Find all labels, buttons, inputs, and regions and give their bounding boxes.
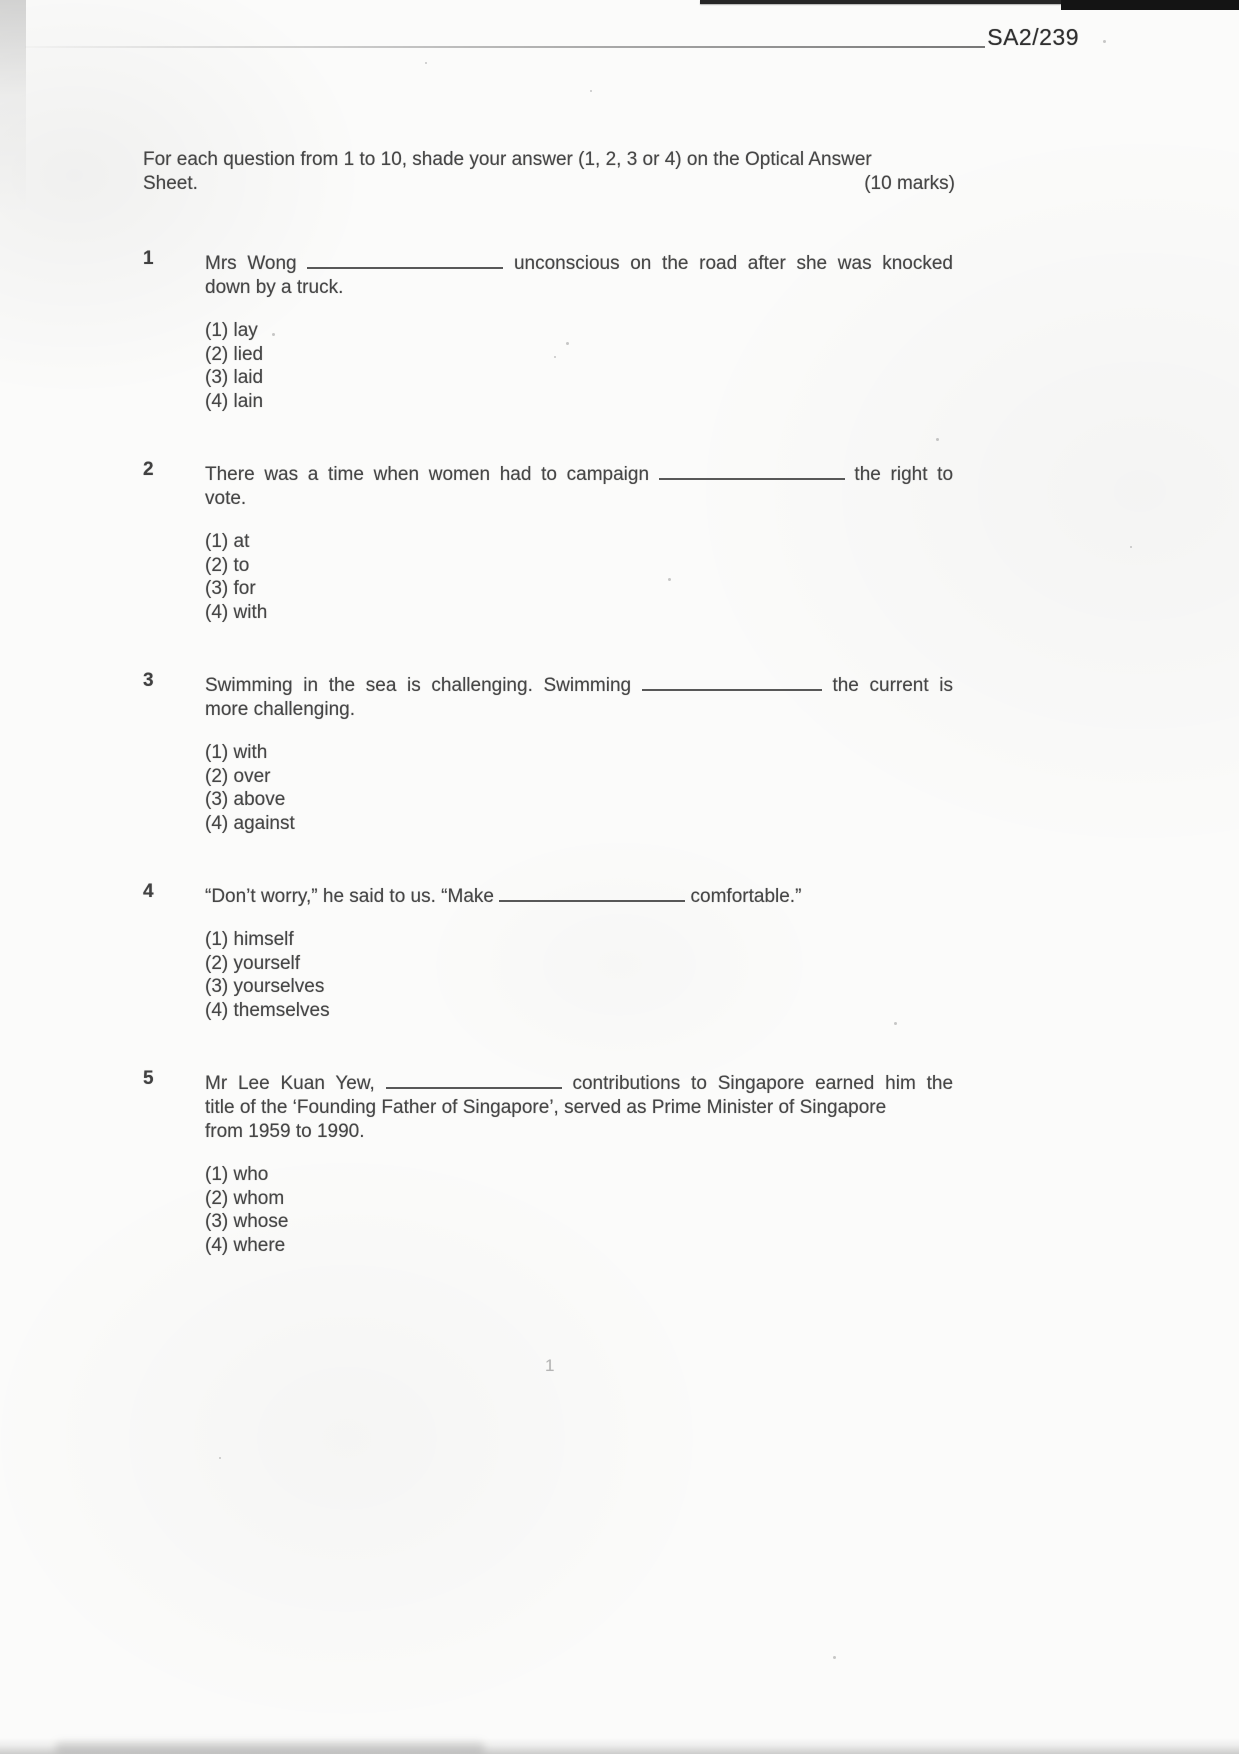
scan-speck — [425, 62, 427, 64]
option-item: (2) lied — [205, 343, 264, 365]
doc-code: SA2/239 — [987, 24, 1079, 50]
question-text-post: contributions to Singapore earned him the — [572, 1073, 954, 1094]
question-text-line — [205, 1068, 953, 1096]
option-item: (1) who — [205, 1164, 269, 1185]
question-text-pre: There was a time when women had to campaign — [205, 464, 650, 485]
option-item: (4) where — [205, 1234, 286, 1256]
question-text-line: from 1959 to 1990. — [205, 1121, 365, 1142]
question-text — [205, 670, 953, 722]
scan-speck — [566, 342, 569, 345]
question-block — [143, 248, 958, 413]
question-text-line — [205, 881, 953, 909]
scan-artifact-top-right-corner — [1061, 0, 1239, 10]
scan-speck — [272, 333, 275, 336]
option-item: (2) yourself — [205, 952, 301, 974]
question-number: 3 — [143, 670, 154, 691]
option-item: (2) to — [205, 554, 250, 576]
options-list — [205, 741, 953, 835]
scan-speck — [590, 90, 592, 92]
questions-list — [143, 248, 958, 1257]
option-item: (2) over — [205, 765, 271, 787]
question-text — [205, 881, 953, 909]
question-number: 4 — [143, 881, 154, 902]
question-text-line: title of the ‘Founding Father of Singapore’, served as Prime Minister of Singapore — [205, 1097, 887, 1118]
question-text-post: the right to — [854, 464, 954, 485]
question-text-pre: “Don’t worry,” he said to us. “Make — [205, 886, 494, 907]
option-item: (4) themselves — [205, 999, 330, 1021]
scan-speck — [936, 438, 939, 441]
answer-blank — [307, 248, 503, 269]
options-list — [205, 530, 953, 624]
question-number: 1 — [143, 248, 154, 269]
question-text-pre: Mr Lee Kuan Yew, — [205, 1073, 375, 1094]
page-number: 1 — [545, 1356, 555, 1375]
question-number: 2 — [143, 459, 154, 480]
answer-blank — [386, 1068, 562, 1089]
scan-speck — [1130, 546, 1132, 548]
answer-blank — [499, 881, 685, 902]
scan-artifact-bottom-edge — [0, 1738, 1239, 1754]
option-item: (2) whom — [205, 1187, 285, 1209]
question-text — [205, 459, 953, 511]
instructions-line-1: For each question from 1 to 10, shade your answer (1, 2, 3 or 4) on the Optical Answer — [143, 149, 872, 170]
option-item: (1) lay — [205, 320, 258, 341]
question-text-post: comfortable.” — [690, 886, 802, 907]
question-body — [205, 1068, 953, 1257]
option-item: (3) for — [205, 578, 256, 599]
question-body — [205, 670, 953, 835]
option-item: (3) laid — [205, 367, 264, 388]
option-item: (4) against — [205, 812, 295, 834]
options-list — [205, 1163, 953, 1257]
question-text-post: the current is — [832, 675, 954, 696]
question-text-line — [205, 248, 953, 276]
scan-speck — [833, 1656, 836, 1659]
scan-speck — [668, 578, 671, 581]
question-text-pre: Swimming in the sea is challenging. Swimming — [205, 675, 632, 696]
option-item: (4) with — [205, 601, 268, 623]
option-item: (4) lain — [205, 390, 264, 412]
option-item: (3) yourselves — [205, 976, 325, 997]
question-block — [143, 881, 958, 1022]
option-item: (1) with — [205, 742, 268, 763]
options-list — [205, 319, 953, 413]
exam-content — [143, 148, 958, 1303]
scan-speck — [219, 1457, 221, 1459]
option-item: (3) whose — [205, 1211, 289, 1232]
answer-blank — [659, 459, 845, 480]
scan-speck — [894, 1022, 897, 1025]
question-text-line: vote. — [205, 488, 247, 509]
question-number: 5 — [143, 1068, 154, 1089]
question-text-line: more challenging. — [205, 699, 355, 720]
question-block — [143, 1068, 958, 1257]
scan-artifact-left-shade — [0, 0, 26, 215]
question-text — [205, 1068, 953, 1144]
question-body — [205, 248, 953, 413]
instructions — [143, 148, 955, 196]
header-rule — [25, 46, 985, 48]
option-item: (1) himself — [205, 929, 294, 950]
options-list — [205, 928, 953, 1022]
question-text — [205, 248, 953, 300]
question-text-pre: Mrs Wong — [205, 253, 297, 274]
option-item: (1) at — [205, 531, 250, 552]
question-body — [205, 881, 953, 1022]
scan-speck — [554, 356, 556, 358]
marks-label: (10 marks) — [864, 173, 955, 194]
question-text-line — [205, 459, 953, 487]
instructions-line-2: Sheet. — [143, 173, 198, 194]
question-text-post: unconscious on the road after she was knocked — [513, 253, 954, 274]
question-block — [143, 670, 958, 835]
scan-speck — [1103, 40, 1106, 43]
question-text-line: down by a truck. — [205, 277, 344, 298]
question-body — [205, 459, 953, 624]
answer-blank — [642, 670, 822, 691]
question-text-line — [205, 670, 953, 698]
question-block — [143, 459, 958, 624]
option-item: (3) above — [205, 789, 286, 810]
